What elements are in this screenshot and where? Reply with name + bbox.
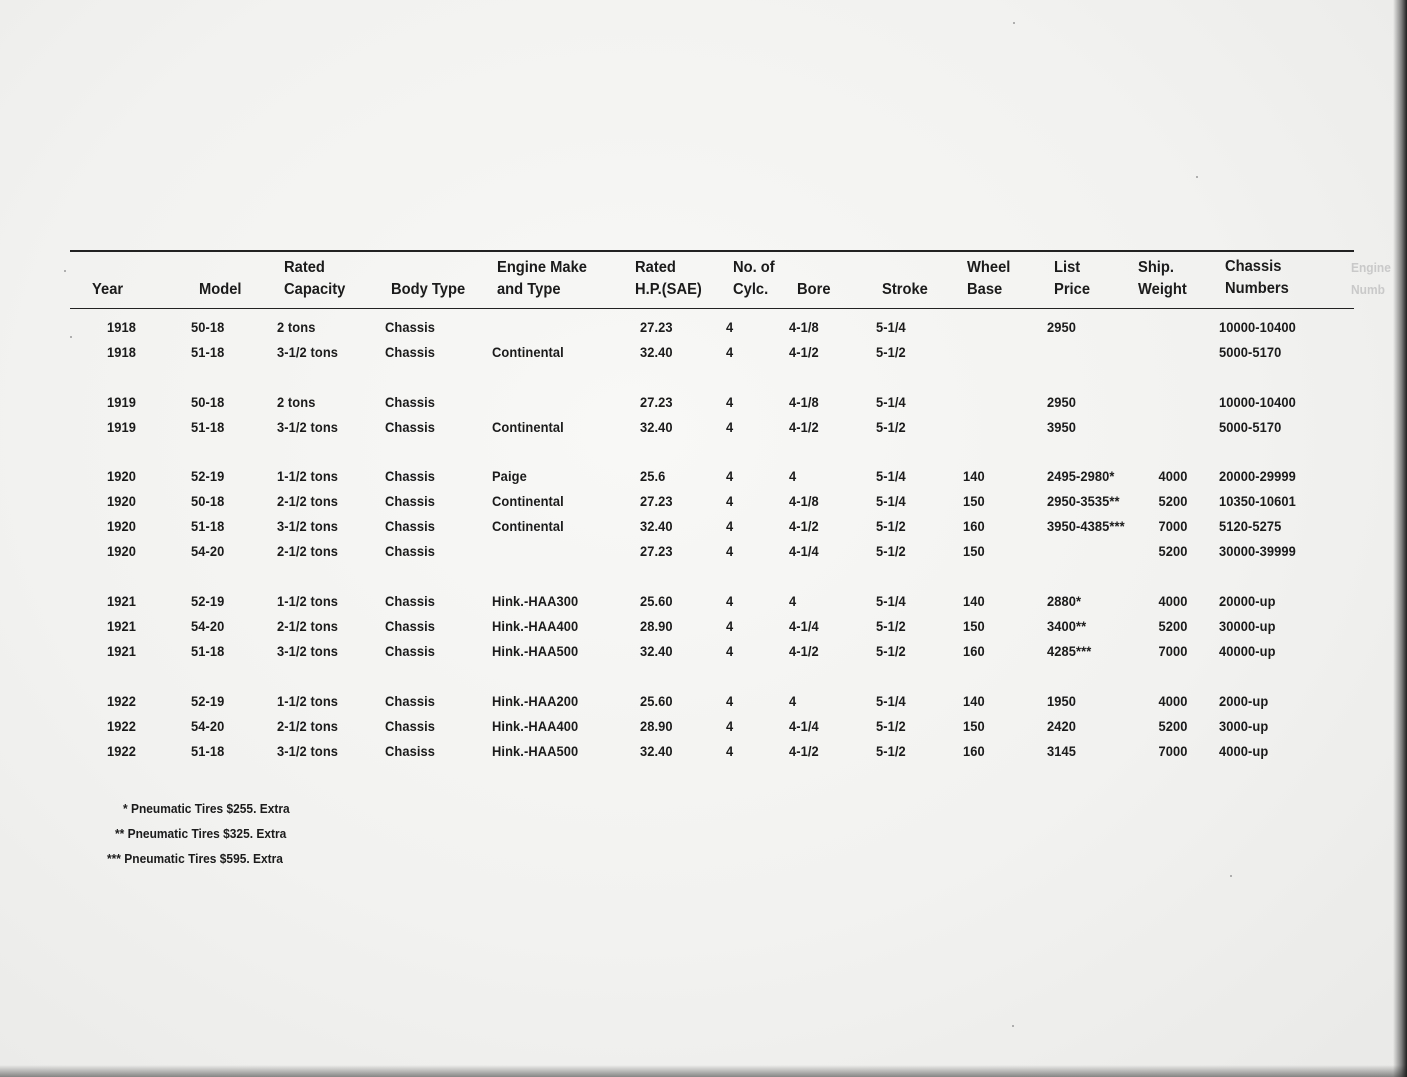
header-rated-hp: Rated H.P.(SAE) (635, 259, 702, 298)
cell-capacity: 3-1/2 tons (277, 419, 339, 435)
cell-year: 1920 (107, 543, 137, 559)
cell-year: 1922 (107, 718, 137, 734)
cell-bore: 4-1/2 (789, 419, 819, 435)
cell-capacity: 1-1/2 tons (277, 693, 339, 709)
cell-bore: 4 (789, 693, 797, 709)
cell-cylinders: 4 (726, 419, 734, 435)
cell-capacity: 2 tons (277, 394, 316, 410)
cell-engine: Hink.-HAA400 (492, 618, 579, 634)
cell-capacity: 3-1/2 tons (277, 643, 339, 659)
cell-stroke: 5-1/4 (876, 394, 906, 410)
table-top-rule (70, 250, 1354, 252)
header-stroke: Stroke (882, 281, 928, 298)
cell-stroke: 5-1/2 (876, 743, 906, 759)
cell-ship-weight: 7000 (1158, 743, 1188, 759)
cell-stroke: 5-1/2 (876, 518, 906, 534)
cell-list-price: 2950 (1047, 319, 1077, 335)
cell-body-type: Chassis (385, 618, 436, 634)
cell-ship-weight: 4000 (1158, 693, 1188, 709)
cell-ship-weight: 7000 (1158, 518, 1188, 534)
cell-bore: 4-1/8 (789, 493, 819, 509)
cell-hp: 25.60 (640, 593, 673, 609)
cell-ship-weight: 4000 (1158, 593, 1188, 609)
cell-stroke: 5-1/4 (876, 319, 906, 335)
cell-chassis-number: 10000-10400 (1219, 394, 1296, 410)
header-list-price: List Price (1054, 259, 1091, 298)
cell-year: 1920 (107, 518, 137, 534)
cell-ship-weight: 7000 (1158, 643, 1188, 659)
cell-body-type: Chassis (385, 319, 436, 335)
cell-list-price: 3950 (1047, 419, 1077, 435)
cell-cylinders: 4 (726, 543, 734, 559)
cell-capacity: 2-1/2 tons (277, 543, 339, 559)
cell-year: 1922 (107, 743, 137, 759)
cell-chassis-number: 20000-up (1219, 593, 1276, 609)
cell-hp: 32.40 (640, 743, 673, 759)
cell-cylinders: 4 (726, 718, 734, 734)
cell-stroke: 5-1/2 (876, 618, 906, 634)
cell-capacity: 3-1/2 tons (277, 344, 339, 360)
cell-year: 1918 (107, 319, 137, 335)
cell-model: 54-20 (191, 718, 225, 734)
cell-hp: 27.23 (640, 319, 673, 335)
cell-engine: Hink.-HAA200 (492, 693, 579, 709)
cell-chassis-number: 5000-5170 (1219, 344, 1282, 360)
header-engine: Engine Make and Type (497, 259, 587, 298)
cell-wheel-base: 150 (963, 718, 985, 734)
header-cylinders: No. of Cylc. (733, 259, 775, 298)
cell-bore: 4-1/4 (789, 618, 819, 634)
cell-wheel-base: 150 (963, 618, 985, 634)
cell-list-price: 2950 (1047, 394, 1077, 410)
cell-hp: 27.23 (640, 543, 673, 559)
cell-model: 52-19 (191, 593, 225, 609)
cell-cylinders: 4 (726, 743, 734, 759)
cell-cylinders: 4 (726, 493, 734, 509)
cell-stroke: 5-1/4 (876, 468, 906, 484)
cell-cylinders: 4 (726, 643, 734, 659)
cell-chassis-number: 10350-10601 (1219, 493, 1296, 509)
cell-bore: 4 (789, 468, 797, 484)
cell-body-type: Chassis (385, 419, 436, 435)
dust-speck (1230, 875, 1232, 877)
cell-body-type: Chassis (385, 693, 436, 709)
cell-stroke: 5-1/2 (876, 718, 906, 734)
cell-model: 51-18 (191, 419, 225, 435)
cell-list-price: 3145 (1047, 743, 1077, 759)
scan-bottom-shadow (0, 1065, 1407, 1077)
footnote-3: *** Pneumatic Tires $595. Extra (107, 851, 283, 866)
cell-list-price: 1950 (1047, 693, 1077, 709)
cell-bore: 4 (789, 593, 797, 609)
cell-model: 51-18 (191, 743, 225, 759)
cell-stroke: 5-1/2 (876, 344, 906, 360)
cell-list-price: 2880* (1047, 593, 1082, 609)
cell-hp: 28.90 (640, 718, 673, 734)
cell-engine: Paige (492, 468, 527, 484)
cell-wheel-base: 140 (963, 593, 985, 609)
cell-list-price: 2495-2980* (1047, 468, 1115, 484)
cell-model: 54-20 (191, 618, 225, 634)
dust-speck (1012, 1025, 1014, 1027)
cell-chassis-number: 4000-up (1219, 743, 1269, 759)
cell-chassis-number: 5000-5170 (1219, 419, 1282, 435)
dust-speck (1013, 22, 1015, 24)
cell-bore: 4-1/8 (789, 319, 819, 335)
cell-chassis-number: 2000-up (1219, 693, 1269, 709)
cell-cylinders: 4 (726, 518, 734, 534)
cell-wheel-base: 140 (963, 693, 985, 709)
cell-hp: 27.23 (640, 493, 673, 509)
cell-body-type: Chassis (385, 468, 436, 484)
cell-body-type: Chassis (385, 493, 436, 509)
cell-hp: 32.40 (640, 419, 673, 435)
cell-bore: 4-1/2 (789, 743, 819, 759)
cell-chassis-number: 10000-10400 (1219, 319, 1296, 335)
cell-chassis-number: 40000-up (1219, 643, 1276, 659)
cell-year: 1921 (107, 593, 137, 609)
cell-ship-weight: 5200 (1158, 618, 1188, 634)
cell-engine: Hink.-HAA400 (492, 718, 579, 734)
cell-body-type: Chassis (385, 543, 436, 559)
cell-body-type: Chassis (385, 643, 436, 659)
cell-engine: Continental (492, 419, 564, 435)
dust-speck (64, 270, 66, 272)
cell-stroke: 5-1/2 (876, 419, 906, 435)
dust-speck (1196, 176, 1198, 178)
cell-stroke: 5-1/4 (876, 493, 906, 509)
cell-capacity: 2 tons (277, 319, 316, 335)
cell-model: 52-19 (191, 693, 225, 709)
cell-cylinders: 4 (726, 468, 734, 484)
cell-body-type: Chassis (385, 394, 436, 410)
cell-cylinders: 4 (726, 693, 734, 709)
cell-engine: Hink.-HAA500 (492, 743, 579, 759)
cell-year: 1919 (107, 419, 137, 435)
cell-capacity: 2-1/2 tons (277, 618, 339, 634)
table-header-rule (70, 308, 1354, 309)
cell-body-type: Chassis (385, 344, 436, 360)
cell-model: 50-18 (191, 493, 225, 509)
cell-engine: Continental (492, 493, 564, 509)
cell-capacity: 1-1/2 tons (277, 468, 339, 484)
cell-hp: 27.23 (640, 394, 673, 410)
cell-stroke: 5-1/4 (876, 693, 906, 709)
cell-engine: Hink.-HAA300 (492, 593, 579, 609)
cell-wheel-base: 160 (963, 743, 985, 759)
cell-model: 51-18 (191, 643, 225, 659)
cell-wheel-base: 150 (963, 543, 985, 559)
cell-year: 1920 (107, 493, 137, 509)
cell-ship-weight: 5200 (1158, 543, 1188, 559)
cell-list-price: 3950-4385*** (1047, 518, 1125, 534)
cell-model: 51-18 (191, 344, 225, 360)
cell-capacity: 2-1/2 tons (277, 718, 339, 734)
cell-hp: 25.6 (640, 468, 666, 484)
cell-model: 50-18 (191, 394, 225, 410)
cell-year: 1920 (107, 468, 137, 484)
cell-cylinders: 4 (726, 618, 734, 634)
cell-capacity: 3-1/2 tons (277, 518, 339, 534)
cell-chassis-number: 20000-29999 (1219, 468, 1296, 484)
cell-wheel-base: 160 (963, 518, 985, 534)
header-chassis-numbers: Chassis Numbers (1225, 258, 1289, 297)
cell-bore: 4-1/2 (789, 518, 819, 534)
cell-chassis-number: 3000-up (1219, 718, 1269, 734)
cell-engine: Continental (492, 344, 564, 360)
cell-chassis-number: 30000-up (1219, 618, 1276, 634)
cell-stroke: 5-1/2 (876, 643, 906, 659)
footnote-2: ** Pneumatic Tires $325. Extra (115, 826, 287, 841)
cell-ship-weight: 4000 (1158, 468, 1188, 484)
cell-body-type: Chassis (385, 593, 436, 609)
scan-edge-shadow (1393, 0, 1407, 1077)
cell-hp: 28.90 (640, 618, 673, 634)
cell-year: 1919 (107, 394, 137, 410)
cell-chassis-number: 5120-5275 (1219, 518, 1282, 534)
cell-cylinders: 4 (726, 394, 734, 410)
cell-list-price: 3400** (1047, 618, 1087, 634)
cell-chassis-number: 30000-39999 (1219, 543, 1296, 559)
cell-cylinders: 4 (726, 593, 734, 609)
footnote-1: * Pneumatic Tires $255. Extra (123, 801, 290, 816)
cell-hp: 32.40 (640, 344, 673, 360)
cell-bore: 4-1/4 (789, 543, 819, 559)
cell-year: 1922 (107, 693, 137, 709)
cell-model: 51-18 (191, 518, 225, 534)
header-bore: Bore (797, 281, 831, 298)
cell-year: 1921 (107, 643, 137, 659)
cell-list-price: 2420 (1047, 718, 1077, 734)
header-model: Model (199, 281, 242, 298)
cell-body-type: Chasiss (385, 743, 436, 759)
dust-speck (70, 336, 72, 338)
cell-model: 54-20 (191, 543, 225, 559)
cell-bore: 4-1/2 (789, 643, 819, 659)
cell-body-type: Chassis (385, 518, 436, 534)
cell-wheel-base: 140 (963, 468, 985, 484)
header-ship-weight: Ship. Weight (1138, 259, 1187, 298)
cell-bore: 4-1/8 (789, 394, 819, 410)
cell-list-price: 2950-3535** (1047, 493, 1120, 509)
cell-bore: 4-1/2 (789, 344, 819, 360)
cell-cylinders: 4 (726, 319, 734, 335)
cell-cylinders: 4 (726, 344, 734, 360)
cell-model: 50-18 (191, 319, 225, 335)
header-wheel-base: Wheel Base (967, 259, 1011, 298)
cell-year: 1921 (107, 618, 137, 634)
header-body-type: Body Type (391, 281, 466, 298)
cell-model: 52-19 (191, 468, 225, 484)
cell-capacity: 1-1/2 tons (277, 593, 339, 609)
cell-hp: 32.40 (640, 518, 673, 534)
cell-wheel-base: 150 (963, 493, 985, 509)
cell-body-type: Chassis (385, 718, 436, 734)
cell-hp: 32.40 (640, 643, 673, 659)
cell-wheel-base: 160 (963, 643, 985, 659)
cell-stroke: 5-1/4 (876, 593, 906, 609)
header-year: Year (92, 281, 124, 298)
cell-engine: Continental (492, 518, 564, 534)
header-rated-capacity: Rated Capacity (284, 259, 346, 298)
cell-ship-weight: 5200 (1158, 718, 1188, 734)
cell-year: 1918 (107, 344, 137, 360)
header-engine-numbers-partial: Engine Numb (1351, 260, 1391, 297)
cell-capacity: 2-1/2 tons (277, 493, 339, 509)
cell-engine: Hink.-HAA500 (492, 643, 579, 659)
cell-hp: 25.60 (640, 693, 673, 709)
cell-bore: 4-1/4 (789, 718, 819, 734)
cell-capacity: 3-1/2 tons (277, 743, 339, 759)
cell-ship-weight: 5200 (1158, 493, 1188, 509)
cell-stroke: 5-1/2 (876, 543, 906, 559)
cell-list-price: 4285*** (1047, 643, 1092, 659)
